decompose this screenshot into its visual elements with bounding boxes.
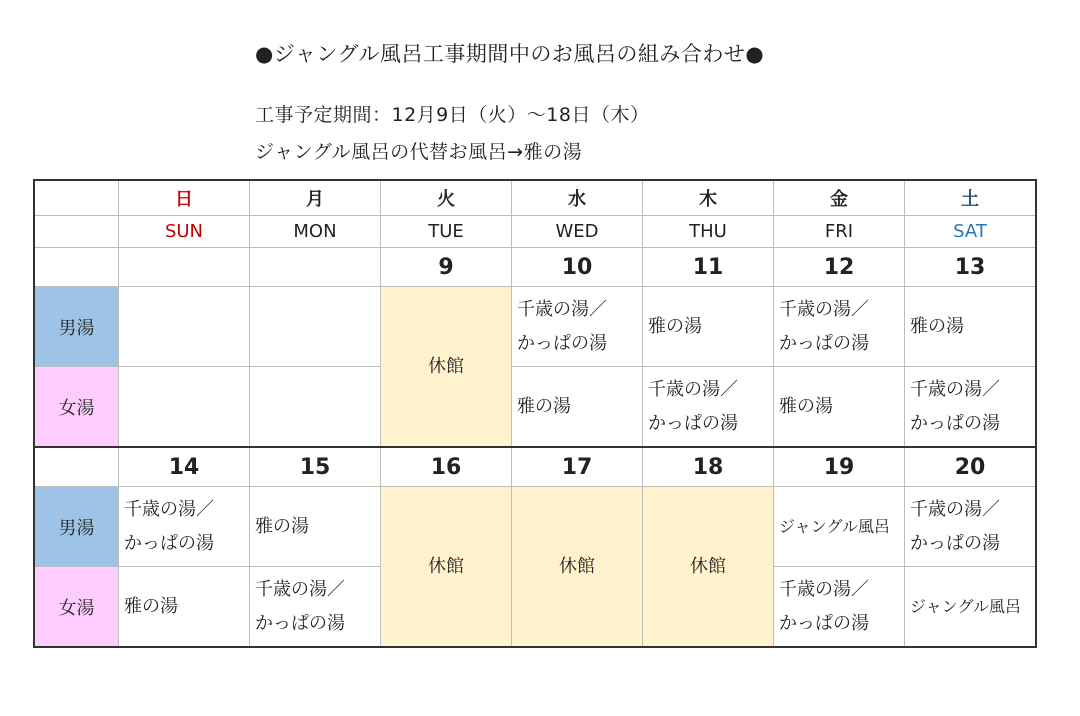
weekday-fri-jp: 金: [774, 180, 905, 216]
week1-women-row: [34, 367, 1036, 448]
date-cell: 17: [512, 447, 643, 487]
bath-name: 千歳の湯／: [779, 298, 869, 320]
weekday-fri-en: FRI: [774, 216, 905, 248]
bath-name-line2: かっぱの湯: [648, 412, 738, 434]
schedule-cell: [905, 567, 1037, 648]
schedule-cell: [774, 567, 905, 648]
corner-cell: [34, 248, 119, 287]
closed-cell: 休館: [512, 487, 643, 648]
corner-cell: [34, 180, 119, 216]
schedule-cell: [119, 287, 250, 367]
date-cell: 12: [774, 248, 905, 287]
schedule-cell: [512, 287, 643, 367]
weekday-sun-jp: 日: [119, 180, 250, 216]
closed-cell: 休館: [381, 487, 512, 648]
date-cell: 18: [643, 447, 774, 487]
date-cell: 19: [774, 447, 905, 487]
date-cell: 11: [643, 248, 774, 287]
bath-name: 千歳の湯／: [648, 378, 738, 400]
schedule-cell: [905, 367, 1037, 448]
bath-name-line2: かっぱの湯: [910, 412, 1000, 434]
weekday-tue-en: TUE: [381, 216, 512, 248]
week1-date-row: [34, 248, 1036, 287]
women-bath-label: 女湯: [34, 367, 119, 448]
bath-name: 千歳の湯／: [779, 578, 869, 600]
schedule-cell: [250, 487, 381, 567]
schedule-cell: [250, 287, 381, 367]
bath-name-line2: かっぱの湯: [255, 612, 345, 634]
bath-name-line2: かっぱの湯: [910, 532, 1000, 554]
bath-name: 雅の湯: [124, 595, 178, 617]
weekday-sun-en: SUN: [119, 216, 250, 248]
bath-name: 雅の湯: [910, 315, 964, 337]
schedule-cell: [774, 367, 905, 448]
weekday-sat-en: SAT: [905, 216, 1037, 248]
construction-period: 工事予定期間：12月9日（火）〜18日（木）: [255, 104, 650, 126]
bath-name: 千歳の湯／: [517, 298, 607, 320]
men-bath-label: 男湯: [34, 487, 119, 567]
week1-men-row: [34, 287, 1036, 367]
bath-name: 雅の湯: [255, 515, 309, 537]
bath-name: 雅の湯: [648, 315, 702, 337]
weekday-sat-jp: 土: [905, 180, 1037, 216]
schedule-cell: [512, 367, 643, 448]
bath-name: 雅の湯: [517, 395, 571, 417]
date-cell: [250, 248, 381, 287]
alternative-bath-note: ジャングル風呂の代替お風呂→雅の湯: [255, 141, 583, 163]
closed-cell: 休館: [643, 487, 774, 648]
date-cell: 13: [905, 248, 1037, 287]
weekday-mon-en: MON: [250, 216, 381, 248]
bath-name-line2: かっぱの湯: [517, 332, 607, 354]
date-cell: 16: [381, 447, 512, 487]
schedule-cell: [119, 367, 250, 448]
men-bath-label: 男湯: [34, 287, 119, 367]
date-cell: 9: [381, 248, 512, 287]
bath-name: 雅の湯: [779, 395, 833, 417]
schedule-cell: [119, 487, 250, 567]
weekday-thu-jp: 木: [643, 180, 774, 216]
bath-name: 千歳の湯／: [124, 498, 214, 520]
weekday-tue-jp: 火: [381, 180, 512, 216]
weekday-thu-en: THU: [643, 216, 774, 248]
date-cell: [119, 248, 250, 287]
weekday-mon-jp: 月: [250, 180, 381, 216]
schedule-cell: [250, 567, 381, 648]
date-cell: 20: [905, 447, 1037, 487]
date-cell: 15: [250, 447, 381, 487]
bath-name-line2: かっぱの湯: [779, 332, 869, 354]
bath-name: 千歳の湯／: [910, 378, 1000, 400]
bath-name: 千歳の湯／: [910, 498, 1000, 520]
schedule-cell: [250, 367, 381, 448]
schedule-cell: [774, 487, 905, 567]
corner-cell: [34, 216, 119, 248]
schedule-cell: [905, 287, 1037, 367]
schedule-cell: [905, 487, 1037, 567]
weekday-en-row: [34, 216, 1036, 248]
women-bath-label: 女湯: [34, 567, 119, 648]
corner-cell: [34, 447, 119, 487]
schedule-cell: [643, 287, 774, 367]
bath-name: ジャングル風呂: [779, 516, 890, 536]
weekday-wed-en: WED: [512, 216, 643, 248]
bath-schedule-table: [33, 179, 1037, 648]
bath-name-line2: かっぱの湯: [124, 532, 214, 554]
week2-date-row: [34, 447, 1036, 487]
date-cell: 14: [119, 447, 250, 487]
date-cell: 10: [512, 248, 643, 287]
week2-men-row: [34, 487, 1036, 567]
bath-name: 千歳の湯／: [255, 578, 345, 600]
closed-cell: 休館: [381, 287, 512, 448]
page-title: ●ジャングル風呂工事期間中のお風呂の組み合わせ●: [255, 42, 765, 66]
bath-name: ジャングル風呂: [910, 596, 1021, 616]
weekday-wed-jp: 水: [512, 180, 643, 216]
schedule-cell: [119, 567, 250, 648]
weekday-jp-row: [34, 180, 1036, 216]
schedule-cell: [774, 287, 905, 367]
bath-name-line2: かっぱの湯: [779, 612, 869, 634]
schedule-cell: [643, 367, 774, 448]
